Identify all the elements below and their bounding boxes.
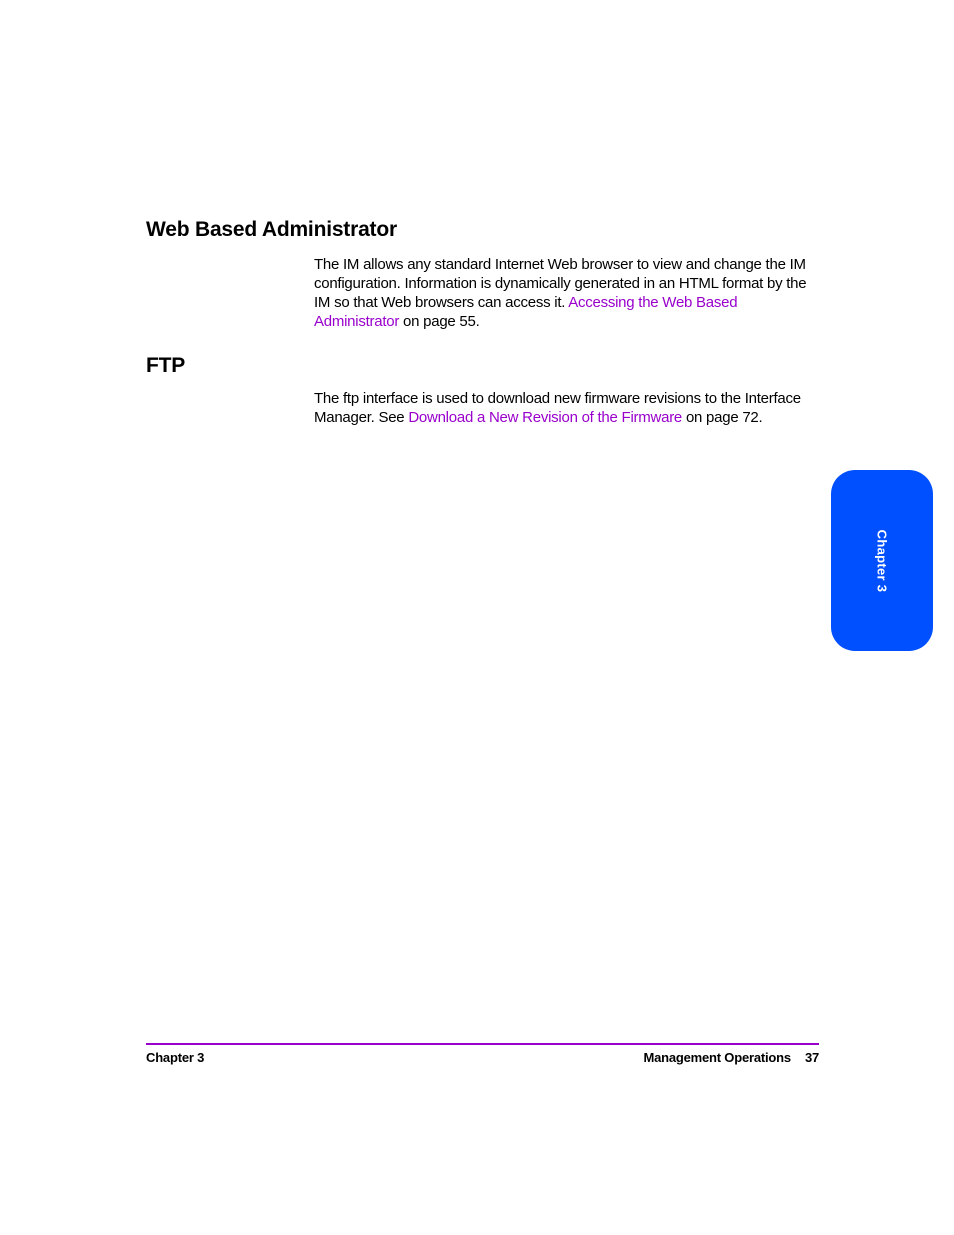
section-body-ftp <box>314 389 824 427</box>
section-heading-ftp: FTP <box>146 354 186 377</box>
footer-right <box>643 1050 819 1066</box>
chapter-side-tab-label: Chapter 3 <box>874 529 890 592</box>
body-text: The ftp interface is used to download new firmware revisions to the Interface Manager. See <box>314 390 801 426</box>
link-download-new-firmware-revision[interactable]: Download a New Revision of the Firmware <box>408 409 683 426</box>
footer-chapter: Chapter 3 <box>146 1050 205 1065</box>
body-text: on page 72. <box>682 409 763 426</box>
chapter-side-tab <box>831 470 933 651</box>
section-heading-web-based-administrator: Web Based Administrator <box>146 218 397 241</box>
body-text: The IM allows any standard Internet Web browser to view and change the IM configuration. Information is dynamically generated in an HTML format by the IM so that Web browsers can access it. <box>314 256 807 311</box>
body-text: on page 55. <box>399 313 480 330</box>
footer-divider <box>146 1043 819 1045</box>
footer-page-number: 37 <box>804 1050 819 1065</box>
footer-section-title: Management Operations <box>643 1050 791 1065</box>
link-accessing-web-based-administrator[interactable]: Accessing the Web Based Administrator <box>314 294 738 330</box>
section-body-web-based-administrator <box>314 255 824 331</box>
